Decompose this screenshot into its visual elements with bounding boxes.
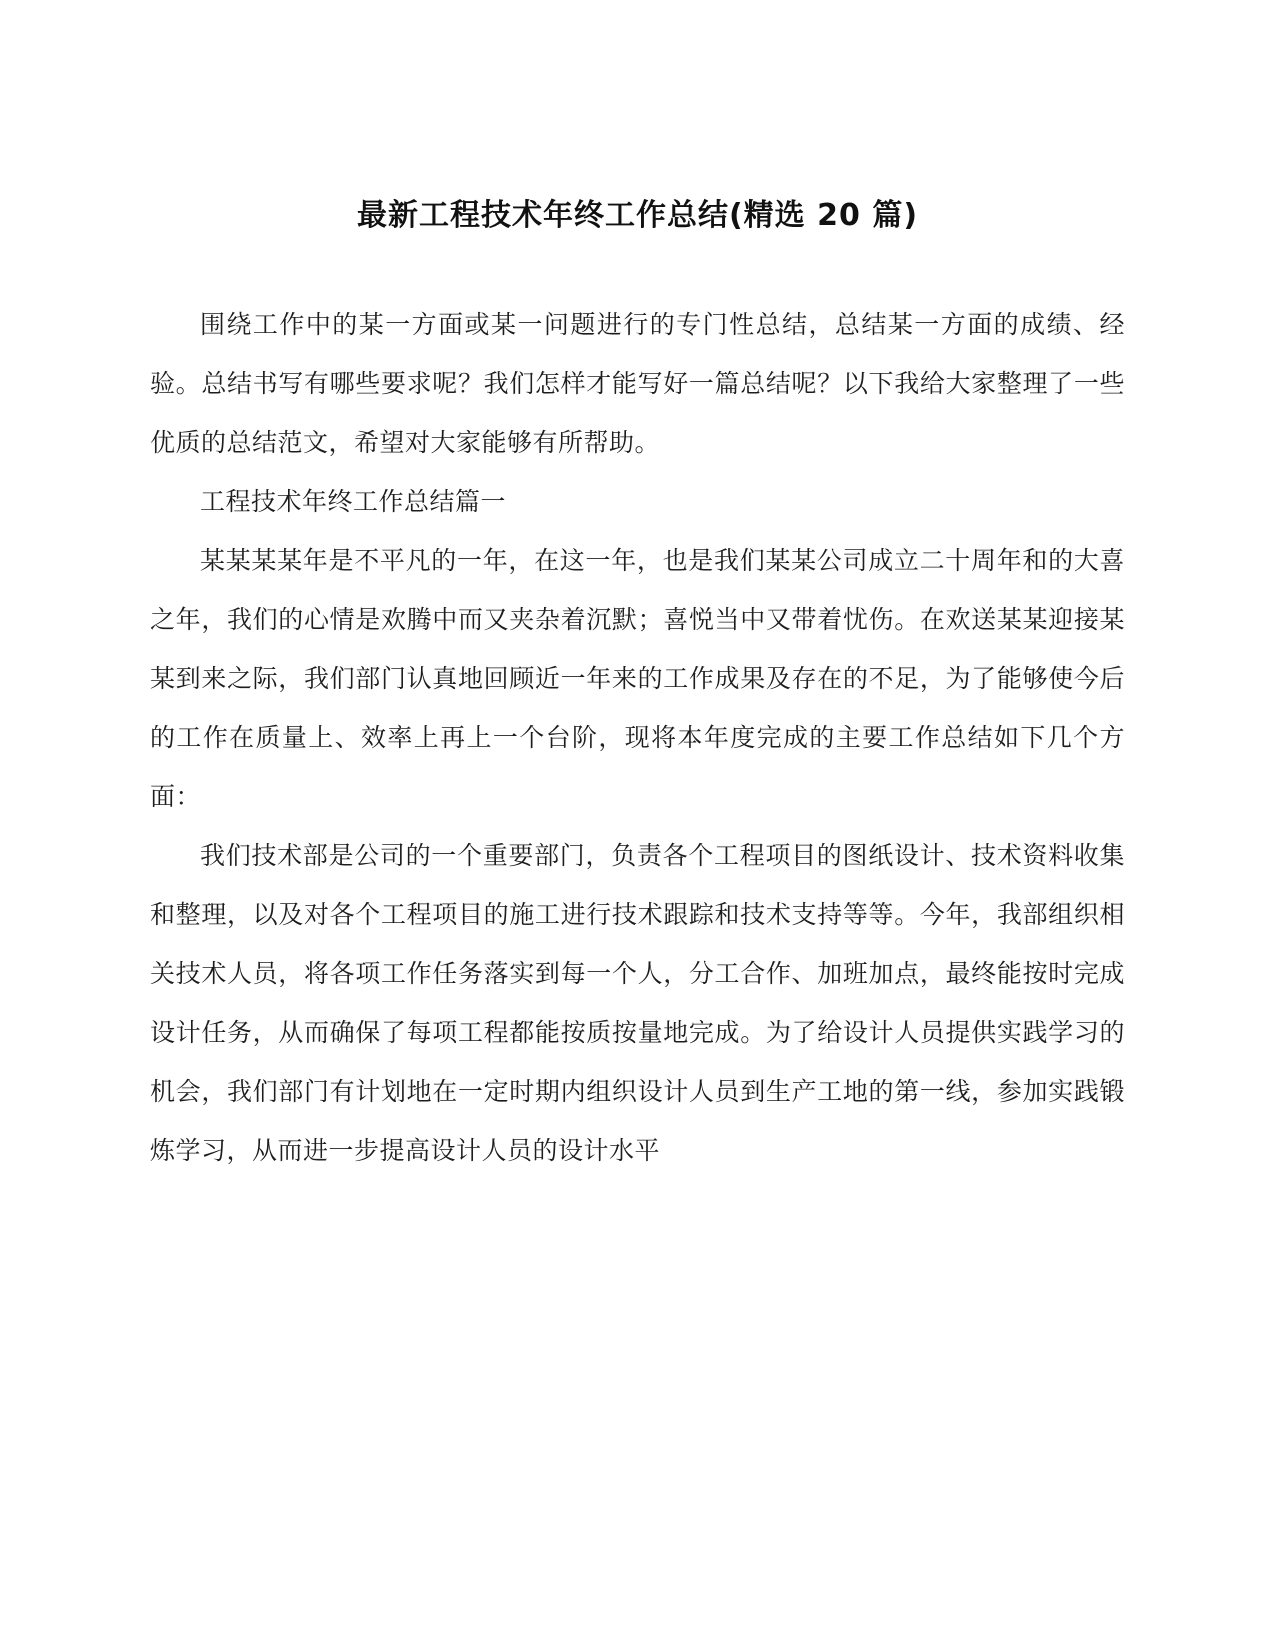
page-title: 最新工程技术年终工作总结(精选 20 篇)	[356, 198, 919, 233]
paragraph-body-2: 我们技术部是公司的一个重要部门，负责各个工程项目的图纸设计、技术资料收集和整理，以及对各个工程项目的施工进行技术跟踪和技术支持等等。今年，我部组织相关技术人员，将各项工作任务落实到每一个人，分工合作、加班加点，最终能按时完成设计任务，从而确保了每项工程都能按质按量地完成。为了给设计人员提供实践学习的机会，我们部门有计划地在一定时期内组织设计人员到生产工地的第一线，参加实践锻炼学习，从而进一步提高设计人员的设计水平	[150, 841, 1125, 1165]
paragraph-intro: 围绕工作中的某一方面或某一问题进行的专门性总结，总结某一方面的成绩、经验。总结书写有哪些要求呢？我们怎样才能写好一篇总结呢？以下我给大家整理了一些优质的总结范文，希望对大家能够有所帮助。	[150, 310, 1125, 457]
paragraph-body-1: 某某某某年是不平凡的一年，在这一年，也是我们某某公司成立二十周年和的大喜之年，我们的心情是欢腾中而又夹杂着沉默；喜悦当中又带着忧伤。在欢送某某迎接某某到来之际，我们部门认真地回顾近一年来的工作成果及存在的不足，为了能够使今后的工作在质量上、效率上再上一个台阶，现将本年度完成的主要工作总结如下几个方面：	[150, 546, 1125, 811]
section-heading-1: 工程技术年终工作总结篇一	[200, 487, 507, 516]
